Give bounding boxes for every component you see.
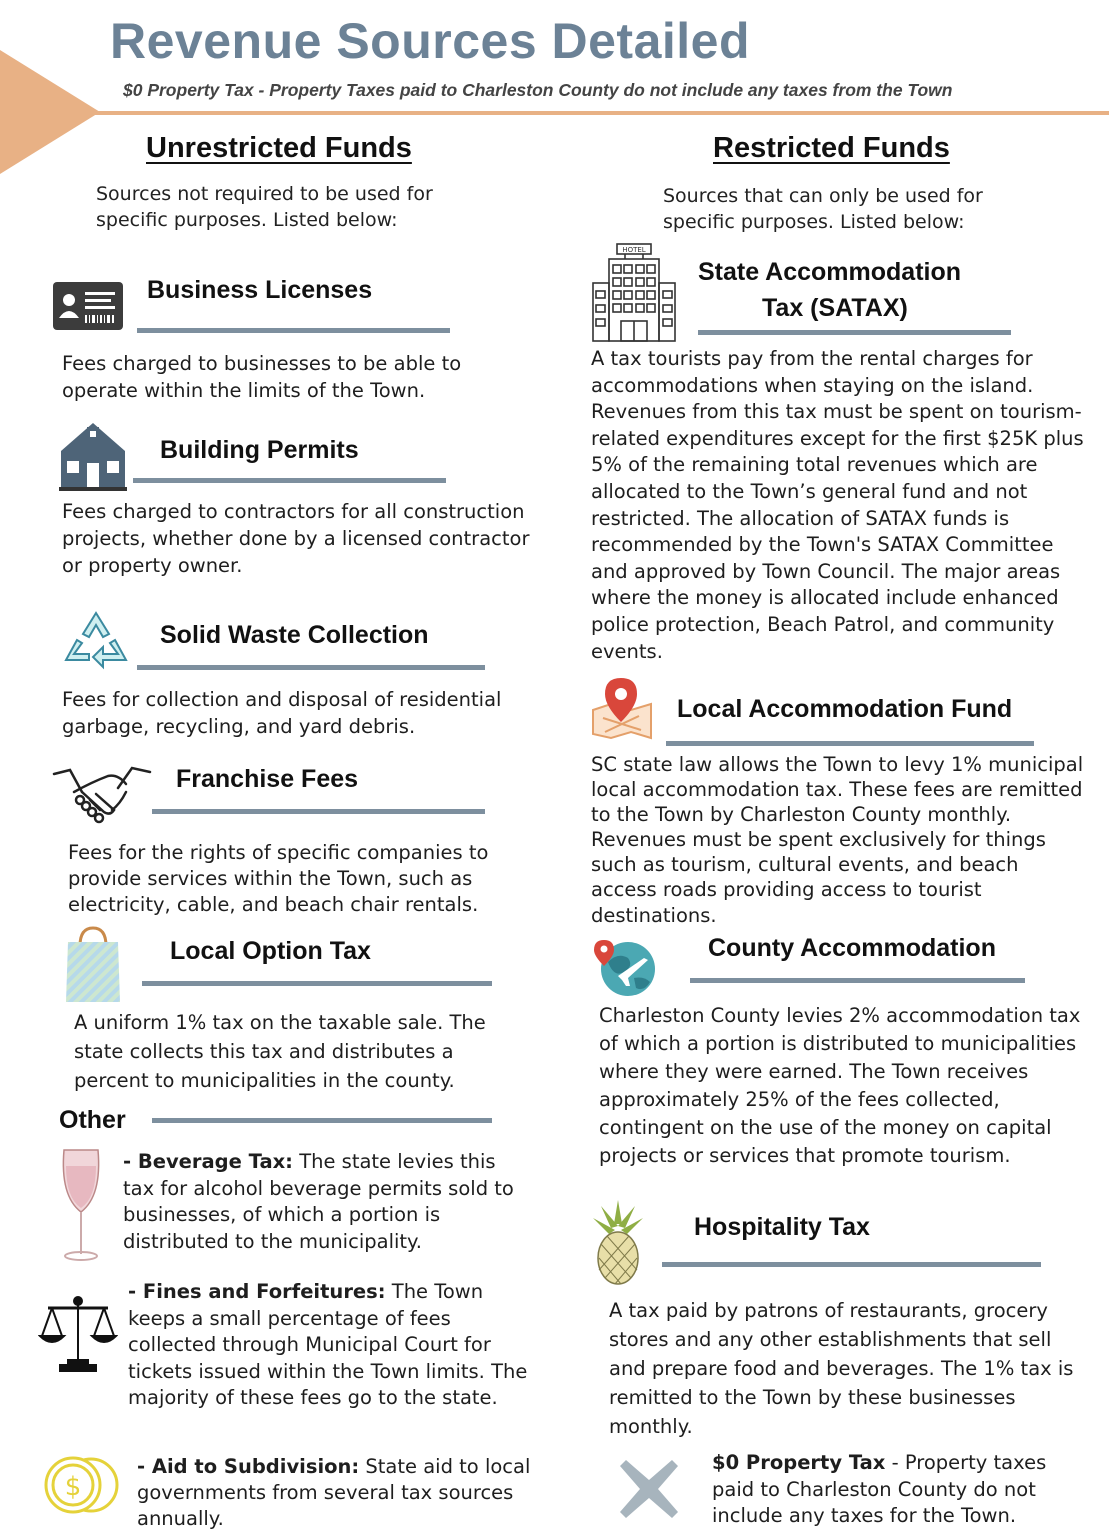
pineapple-icon (591, 1200, 645, 1286)
section-divider (137, 328, 450, 333)
local-accommodation-title: Local Accommodation Fund (677, 695, 1013, 723)
franchise-fees-title: Franchise Fees (176, 765, 359, 793)
local-option-tax-title: Local Option Tax (170, 937, 371, 965)
fines-forfeitures-item (128, 1279, 528, 1412)
business-licenses-title: Business Licenses (147, 276, 373, 304)
building-permits-title: Building Permits (160, 436, 359, 464)
property-tax-text: - Property taxes paid to Charleston County do not include any taxes for the Town. (712, 1451, 1047, 1527)
franchise-fees-text: Fees for the rights of specific companies to provide services within the Town, such as electricity, cable, and beach chair rentals. (68, 841, 489, 916)
section-divider (142, 981, 492, 986)
section-divider (698, 330, 1011, 335)
handshake-icon (52, 762, 152, 826)
local-option-tax-text: A uniform 1% tax on the taxable sale. The state collects this tax and distributes a percent to municipalities in the county. (74, 1011, 486, 1092)
page-subtitle: $0 Property Tax - Property Taxes paid to Charleston County do not include any taxes from the Town (123, 80, 953, 100)
hotel-icon (591, 243, 677, 343)
county-accommodation-text: Charleston County levies 2% accommodation tax of which a portion is distributed to municipalities where they were earned. The Town receives approximately 25% of the fees collected, contingent on the use of the money on capital projects or services that promote tourism. (599, 1004, 1081, 1167)
coin-dollar-icon (43, 1454, 123, 1516)
section-divider (137, 665, 485, 670)
map-pin-icon (591, 676, 653, 740)
house-icon (55, 421, 131, 491)
solid-waste-text: Fees for collection and disposal of residential garbage, recycling, and yard debris. (62, 688, 502, 738)
property-tax-label: $0 Property Tax (712, 1451, 886, 1474)
satax-title-line2: Tax (SATAX) (762, 294, 908, 322)
orange-triangle-decoration (0, 50, 100, 175)
svg-text:$: $ (64, 1472, 82, 1502)
x-mark-icon (618, 1458, 680, 1520)
satax-title-line1: State Accommodation (698, 258, 962, 286)
beverage-tax-item (123, 1149, 523, 1255)
local-accommodation-text: SC state law allows the Town to levy 1% municipal local accommodation tax. These fees are remitted to the Town by Charleston County monthly. Revenues must be spent exclusively for things such as tourism, cultural events, and beach access roads providing access to tourist destinations. (591, 753, 1084, 927)
aid-subdivision-text: State aid to local governments from several tax sources annually. (137, 1455, 531, 1530)
county-accommodation-title: County Accommodation (708, 934, 996, 962)
id-card-icon (53, 282, 123, 330)
wine-glass-icon (58, 1146, 104, 1264)
building-permits-text: Fees charged to contractors for all construction projects, whether done by a licensed contractor or property owner. (62, 500, 530, 577)
scales-of-justice-icon (38, 1296, 118, 1372)
page-title: Revenue Sources Detailed (110, 13, 751, 69)
header-divider (95, 111, 1109, 115)
satax-text: A tax tourists pay from the rental charges for accommodations when staying on the island. Revenues from this tax must be spent on tourism-related expenditures except for the first $25K plus 5% of the remaining total revenues which are allocated to the Town’s general fund and not restricted. The allocation of SATAX funds is recommended by the Town's SATAX Committee and approved by Town Council. The major areas where the money is allocated include enhanced police protection, Beach Patrol, and community events. (591, 347, 1084, 663)
section-divider (662, 1262, 1041, 1267)
beverage-tax-text: The state levies this tax for alcohol beverage permits sold to businesses, of which a portion is distributed to the municipality. (123, 1150, 514, 1253)
shopping-bag-icon (64, 926, 122, 1002)
aid-subdivision-item (137, 1454, 537, 1532)
unrestricted-intro: Sources not required to be used for specific purposes. Listed below: (96, 183, 433, 231)
restricted-heading: Restricted Funds (713, 132, 950, 164)
restricted-intro: Sources that can only be used for specific purposes. Listed below: (663, 185, 983, 233)
fines-forfeitures-label: - Fines and Forfeitures: (128, 1280, 386, 1303)
globe-plane-icon (594, 938, 658, 998)
solid-waste-title: Solid Waste Collection (160, 621, 429, 649)
aid-subdivision-label: - Aid to Subdivision: (137, 1455, 360, 1478)
hospitality-tax-text: A tax paid by patrons of restaurants, grocery stores and any other establishments that sell and prepare food and beverages. The 1% tax is remitted to the Town by these businesses monthly. (609, 1299, 1074, 1438)
section-divider (690, 978, 1025, 983)
section-divider (152, 809, 485, 814)
section-divider (152, 1118, 492, 1123)
recycle-icon (63, 610, 129, 670)
svg-text:HOTEL: HOTEL (622, 246, 646, 254)
other-title: Other (59, 1106, 126, 1134)
business-licenses-text: Fees charged to businesses to be able to operate within the limits of the Town. (62, 352, 462, 402)
unrestricted-heading: Unrestricted Funds (146, 132, 412, 164)
hospitality-tax-title: Hospitality Tax (694, 1213, 870, 1241)
beverage-tax-label: - Beverage Tax: (123, 1150, 293, 1173)
property-tax-note (712, 1450, 1082, 1530)
section-divider (133, 478, 446, 483)
section-divider (666, 741, 1034, 746)
fines-forfeitures-text: The Town keeps a small percentage of fees collected through Municipal Court for tickets issued within the Town limits. The majority of these fees go to the state. (128, 1280, 528, 1409)
